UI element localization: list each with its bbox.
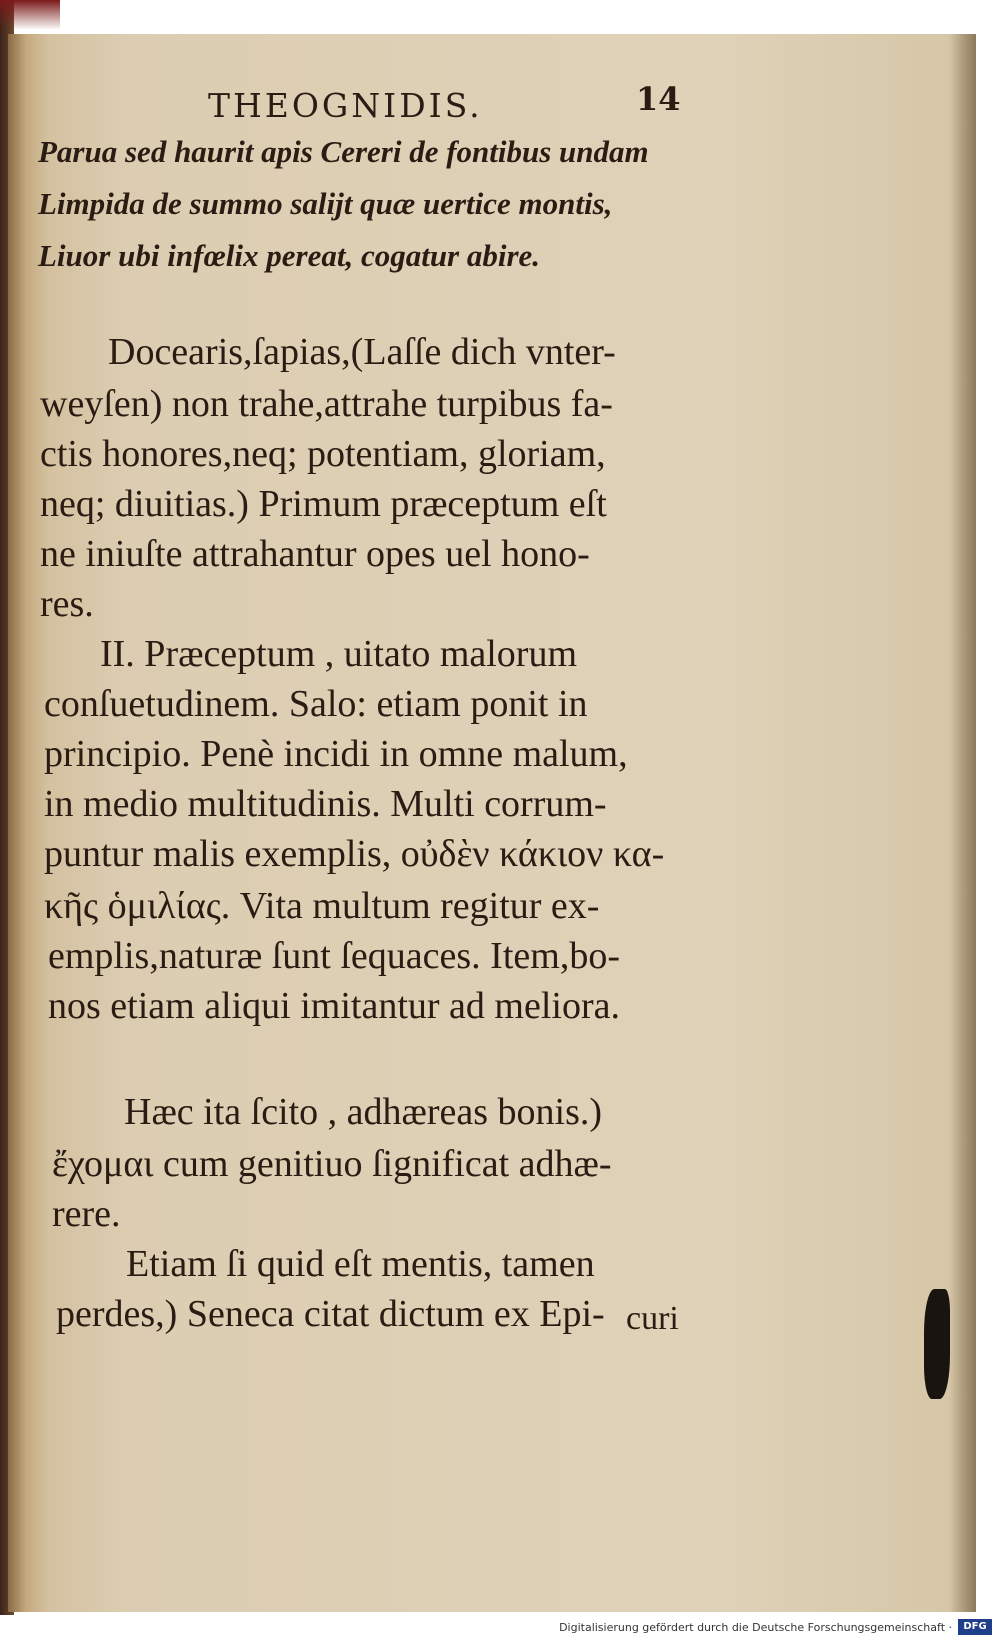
body-line: κῆς ὁμιλίας. Vita multum regitur ex-: [44, 885, 600, 927]
body-line: Hæc ita ſcito , adhæreas bonis.): [124, 1091, 603, 1133]
verse-line: Liuor ubi infœlix pereat, cogatur abire.: [38, 238, 541, 273]
book-page: [8, 34, 976, 1612]
body-line: in medio multitudinis. Multi corrum-: [44, 783, 607, 825]
page-number: 14: [636, 80, 681, 118]
corner-mark: [0, 0, 60, 30]
body-line: II. Præceptum , uitato malorum: [100, 633, 578, 675]
body-line: weyſen) non trahe,attrahe turpibus fa-: [40, 383, 613, 425]
catchword: curi: [626, 1300, 679, 1337]
footer-bar: [0, 1615, 1000, 1640]
body-line: neq; diuitias.) Primum præceptum eſt: [40, 483, 607, 525]
body-line: conſuetudinem. Salo: etiam ponit in: [44, 683, 588, 725]
page-text: [8, 34, 976, 1612]
dfg-logo-icon: DFG: [958, 1619, 992, 1635]
body-line: rere.: [52, 1193, 121, 1235]
body-line: perdes,) Seneca citat dictum ex Epi-: [56, 1293, 605, 1335]
funding-notice: Digitalisierung gefördert durch die Deutsche Forschungsgemeinschaft ·: [559, 1621, 952, 1634]
body-line: ne iniuſte attrahantur opes uel hono-: [40, 533, 590, 575]
body-line: ctis honores,neq; potentiam, gloriam,: [40, 433, 606, 475]
body-line: ἔχομαι cum genitiuo ſignificat adhæ-: [52, 1143, 612, 1185]
verse-line: Parua sed haurit apis Cereri de fontibus undam: [38, 134, 649, 169]
body-line: emplis,naturæ ſunt ſequaces. Item,bo-: [48, 935, 620, 977]
body-line: Docearis,ſapias,(Laſſe dich vnter-: [108, 331, 616, 373]
body-line: res.: [40, 583, 94, 625]
body-line: puntur malis exemplis, οὐδὲν κάκιον κα-: [44, 833, 665, 875]
verse-line: Limpida de summo salijt quæ uertice montis,: [38, 186, 613, 221]
body-line: Etiam ſi quid eſt mentis, tamen: [126, 1243, 595, 1285]
body-line: principio. Penè incidi in omne malum,: [44, 733, 628, 775]
body-line: nos etiam aliqui imitantur ad meliora.: [48, 985, 620, 1027]
running-head: THEOGNIDIS.: [208, 86, 483, 125]
